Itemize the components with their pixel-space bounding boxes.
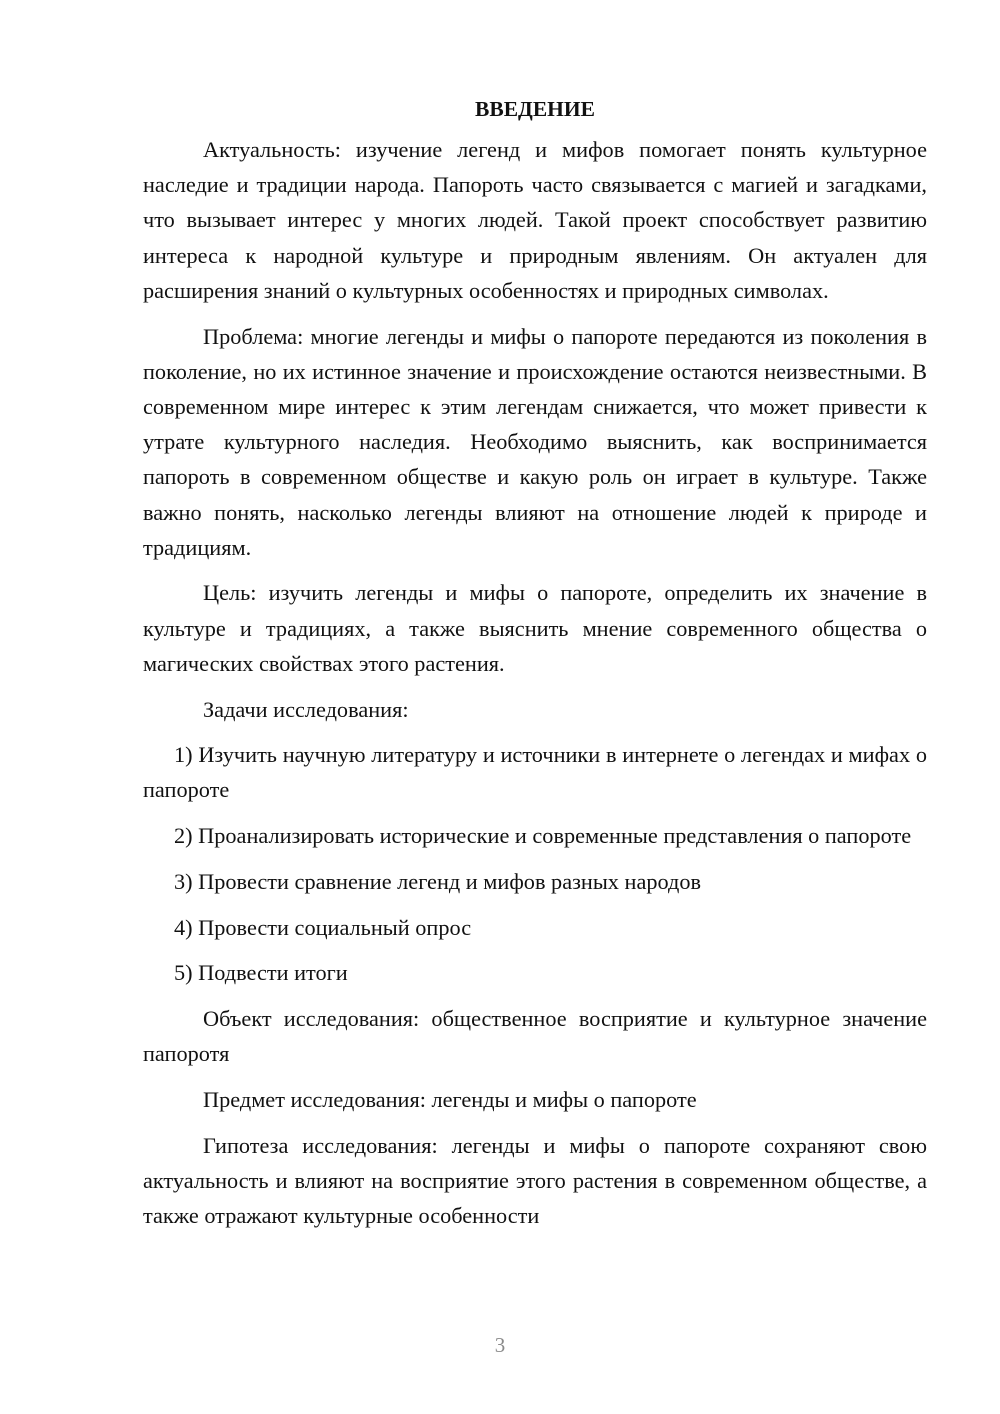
task-item: 4) Провести социальный опрос	[174, 914, 472, 940]
task-item: 5) Подвести итоги	[174, 960, 348, 986]
paragraph-goal: Цель: изучить легенды и мифы о папороте, определить их значение в культуре и традициях, а также выяснить мнение современного общества о магических свойствах этого растения.	[143, 580, 927, 676]
paragraph-object: Объект исследования: общественное восприятие и культурное значение папоротя	[143, 1005, 927, 1067]
tasks-heading: Задачи исследования:	[203, 696, 409, 722]
task-item: 3) Провести сравнение легенд и мифов разных народов	[174, 868, 702, 894]
paragraph-subject: Предмет исследования: легенды и мифы о папороте	[203, 1086, 697, 1112]
page-content	[143, 92, 927, 1244]
section-title: ВВЕДЕНИЕ	[475, 97, 595, 121]
task-item: 2) Проанализировать исторические и современные представления о папороте	[174, 823, 912, 849]
paragraph-relevance: Актуальность: изучение легенд и мифов помогает понять культурное наследие и традиции народа. Папороть часто связывается с магией и загадками, что вызывает интерес у многих людей. Такой проект способствует развитию интереса к народной культуре и природным явлениям. Он актуален для расширения знаний о культурных особенностях и природных символах.	[143, 137, 927, 303]
page-number: 3	[494, 1333, 506, 1357]
paragraph-hypothesis: Гипотеза исследования: легенды и мифы о папороте сохраняют свою актуальность и влияют на восприятие этого растения в современном обществе, а также отражают культурные особенности	[143, 1132, 927, 1228]
paragraph-problem: Проблема: многие легенды и мифы о папороте передаются из поколения в поколение, но их истинное значение и происхождение остаются неизвестными. В современном мире интерес к этим легендам снижается, что может привести к утрате культурного наследия. Необходимо выяснить, как воспринимается папороть в современном обществе и какую роль он играет в культуре. Также важно понять, насколько легенды влияют на отношение людей к природе и традициям.	[143, 323, 927, 560]
task-item: 1) Изучить научную литературу и источники в интернете о легендах и мифах о папороте	[143, 742, 927, 803]
